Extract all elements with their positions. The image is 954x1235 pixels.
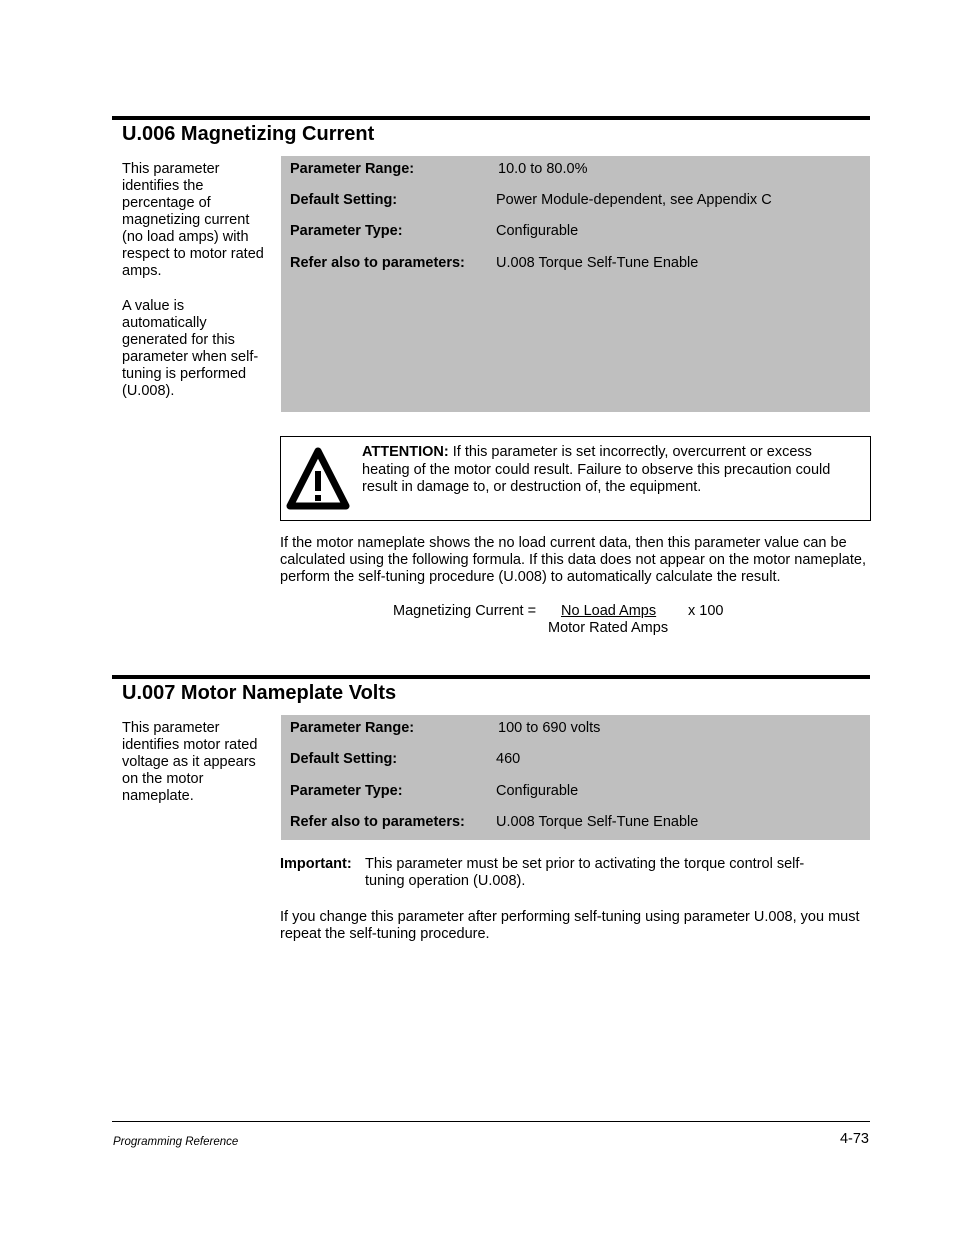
param-label: Refer also to parameters:: [290, 814, 465, 830]
param-row-type: [290, 223, 861, 241]
param-label: Parameter Range:: [290, 720, 415, 736]
page-number: 4-73: [839, 1131, 869, 1147]
param-row-range: [290, 161, 861, 179]
param-row-default: [290, 751, 861, 769]
important-text: This parameter must be set prior to activating the torque control self-tuning operation (U.008).: [365, 856, 805, 889]
param-value: Configurable: [496, 223, 579, 239]
param-value: 10.0 to 80.0%: [498, 161, 588, 177]
param-label: Default Setting:: [290, 751, 398, 767]
footer-title: Programming Reference: [113, 1136, 239, 1148]
section-rule: [112, 116, 870, 120]
warning-triangle-icon: [285, 445, 351, 513]
formula-denominator: Motor Rated Amps: [548, 620, 669, 636]
formula-multiplier: x 100: [688, 603, 724, 619]
section-description: [122, 161, 272, 418]
attention-text: [362, 444, 862, 497]
param-label: Parameter Range:: [290, 161, 415, 177]
param-row-refer: [290, 255, 861, 273]
section-rule: [112, 675, 870, 679]
parameter-table: [281, 715, 870, 840]
param-value: 100 to 690 volts: [498, 720, 601, 736]
param-value: U.008 Torque Self-Tune Enable: [496, 814, 699, 830]
body-paragraph: If you change this parameter after performing self-tuning using parameter U.008, you must repeat the self-tuning procedure.: [280, 909, 860, 942]
important-label: Important:: [280, 856, 352, 872]
description-paragraph: A value is automatically generated for this parameter when self-tuning is performed (U.008).: [122, 298, 259, 399]
param-label: Parameter Type:: [290, 783, 403, 799]
param-label: Parameter Type:: [290, 223, 403, 239]
section-description: [122, 720, 272, 823]
param-label: Refer also to parameters:: [290, 255, 465, 271]
param-value: U.008 Torque Self-Tune Enable: [496, 255, 699, 271]
param-row-type: [290, 783, 861, 801]
attention-box: [280, 436, 871, 521]
param-label: Default Setting:: [290, 192, 398, 208]
section-title: U.006 Magnetizing Current: [122, 123, 375, 145]
parameter-table: [281, 156, 870, 412]
attention-label: ATTENTION:: [362, 444, 449, 460]
attention-message: If this parameter is set incorrectly, overcurrent or excess heating of the motor could result. Failure to observe this precaution could result in damage to, or destruction of, the equipment.: [362, 444, 831, 495]
section-title: U.007 Motor Nameplate Volts: [122, 682, 397, 704]
param-value: Power Module-dependent, see Appendix C: [496, 192, 772, 208]
footer-rule: [112, 1121, 870, 1122]
description-paragraph: This parameter identifies the percentage of magnetizing current (no load amps) with respect to motor rated amps.: [122, 161, 264, 279]
param-row-range: [290, 720, 861, 738]
param-row-refer: [290, 814, 861, 832]
param-value: Configurable: [496, 783, 579, 799]
body-paragraph: If the motor nameplate shows the no load current data, then this parameter value can be calculated using the following formula. If this data does not appear on the motor nameplate, perform the self-tuning procedure (U.008) to automatically calculate the result.: [280, 535, 866, 585]
param-row-default: [290, 192, 861, 210]
formula-numerator: No Load Amps: [561, 603, 657, 619]
formula-lhs: Magnetizing Current =: [393, 603, 537, 619]
description-paragraph: This parameter identifies motor rated voltage as it appears on the motor nameplate.: [122, 720, 258, 804]
param-value: 460: [496, 751, 521, 767]
